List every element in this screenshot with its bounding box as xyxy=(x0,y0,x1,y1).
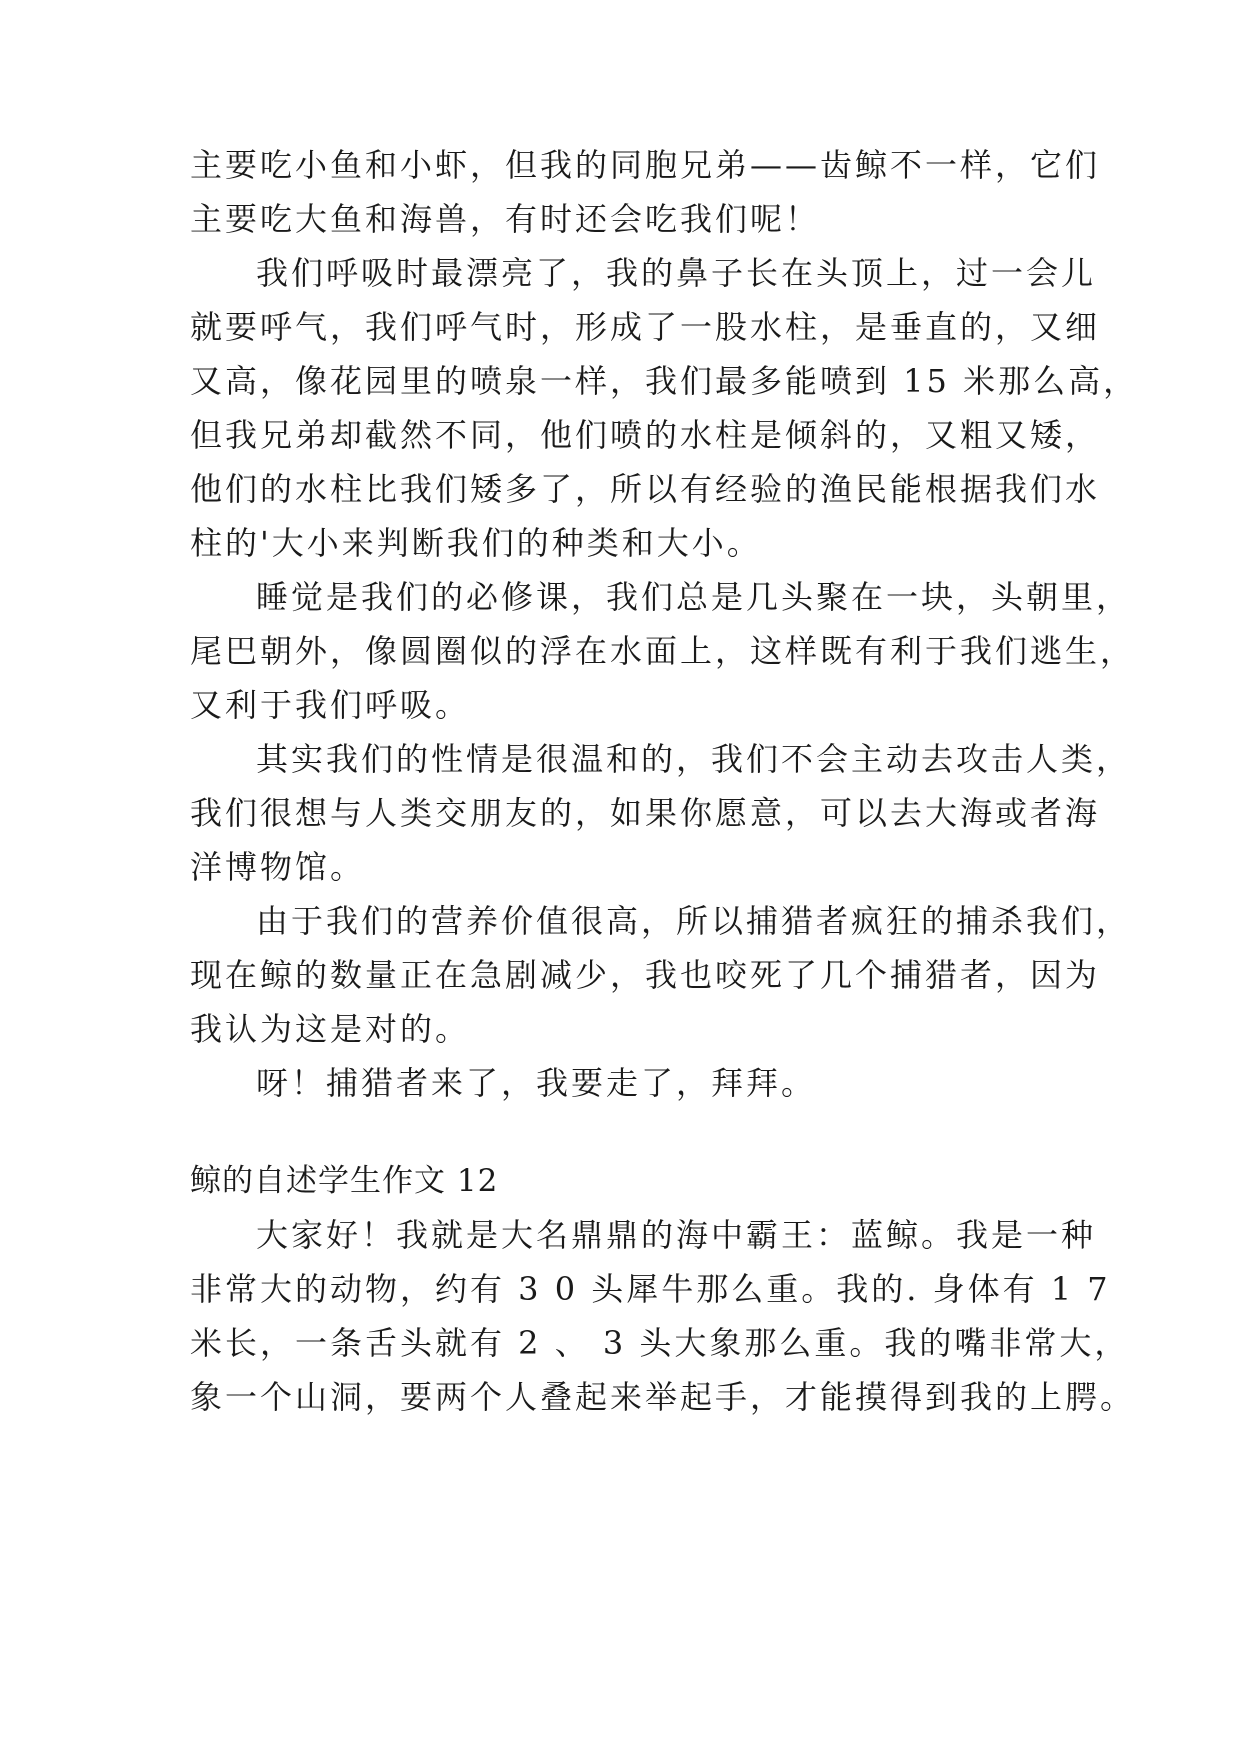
text-line: 现在鲸的数量正在急剧减少，我也咬死了几个捕猎者，因为 xyxy=(190,956,1101,994)
text-line: 我认为这是对的。 xyxy=(190,1010,471,1048)
text-line: 米长，一条舌头就有 2 、 3 头大象那么重。我的嘴非常大， xyxy=(190,1324,1130,1362)
paragraph-start-line: 大家好！我就是大名鼎鼎的海中霸王：蓝鲸。我是一种 xyxy=(256,1216,1097,1254)
text-line: 主要吃大鱼和海兽，有时还会吃我们呢！ xyxy=(190,200,821,238)
paragraph-start-line: 由于我们的营养价值很高，所以捕猎者疯狂的捕杀我们， xyxy=(256,902,1132,940)
text-line: 我们很想与人类交朋友的，如果你愿意，可以去大海或者海 xyxy=(190,794,1101,832)
text-line: 就要呼气，我们呼气时，形成了一股水柱，是垂直的，又细 xyxy=(190,308,1101,346)
paragraph-start-line: 睡觉是我们的必修课，我们总是几头聚在一块，头朝里， xyxy=(256,578,1132,616)
section-heading: 鲸的自述学生作文 12 xyxy=(190,1163,499,1199)
text-line: 他们的水柱比我们矮多了，所以有经验的渔民能根据我们水 xyxy=(190,470,1101,508)
text-line: 象一个山洞，要两个人叠起来举起手，才能摸得到我的上腭。 xyxy=(190,1378,1136,1416)
text-line: 又利于我们呼吸。 xyxy=(190,686,471,724)
paragraph-start-line: 呀！捕猎者来了，我要走了，拜拜。 xyxy=(256,1064,817,1102)
text-line: 尾巴朝外，像圆圈似的浮在水面上，这样既有利于我们逃生， xyxy=(190,632,1136,670)
text-line: 又高，像花园里的喷泉一样，我们最多能喷到 15 米那么高， xyxy=(190,362,1139,400)
text-line: 但我兄弟却截然不同，他们喷的水柱是倾斜的，又粗又矮， xyxy=(190,416,1101,454)
paragraph-start-line: 其实我们的性情是很温和的，我们不会主动去攻击人类， xyxy=(256,740,1132,778)
paragraph-start-line: 我们呼吸时最漂亮了，我的鼻子长在头顶上，过一会儿 xyxy=(256,254,1097,292)
text-line: 主要吃小鱼和小虾，但我的同胞兄弟——齿鲸不一样，它们 xyxy=(190,146,1101,184)
text-line: 非常大的动物，约有 3 0 头犀牛那么重。我的. 身体有 1 7 xyxy=(190,1270,1111,1308)
text-line: 柱的'大小来判断我们的种类和大小。 xyxy=(190,524,762,562)
text-line: 洋博物馆。 xyxy=(190,848,366,886)
